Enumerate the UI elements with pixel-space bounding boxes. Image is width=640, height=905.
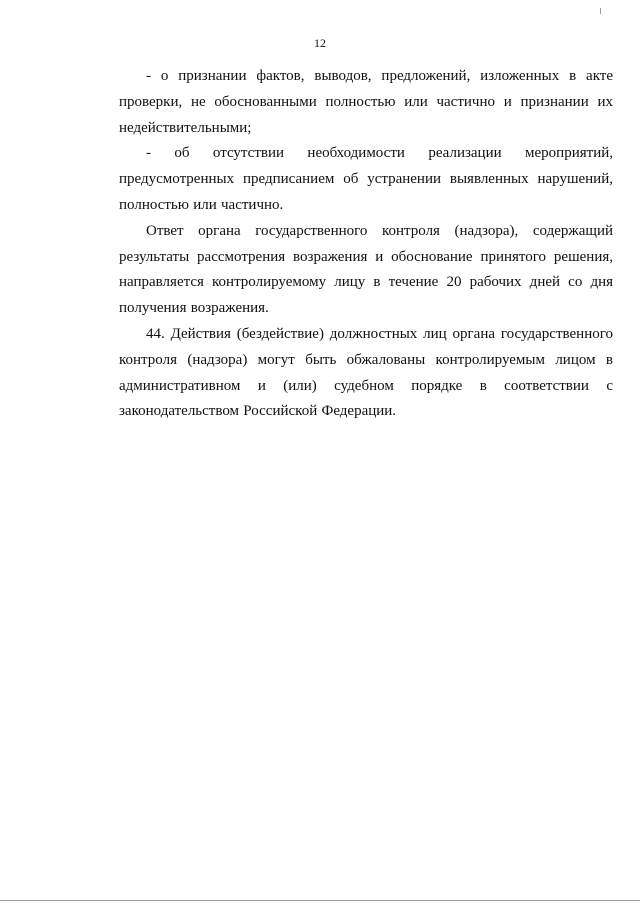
page-number: 12: [314, 36, 326, 50]
paragraph-appeal-article-44: 44. Действия (бездействие) должностных лиц органа государственного контроля (надзора) могут быть обжалованы контролируемым лицом в административном и (или) судебном порядке в соответствии с законодательством Российской Федерации.: [119, 325, 613, 420]
paragraph-response-deadline: Ответ органа государственного контроля (надзора), содержащий результаты рассмотрения возражения и обоснование принятого решения, направляется контролируемому лицу в течение 20 рабочих дней со дня получения возражения.: [119, 222, 613, 317]
document-body: [119, 64, 613, 425]
scan-mark: [600, 8, 601, 14]
paragraph-no-necessity-clause: - об отсутствии необходимости реализации мероприятий, предусмотренных предписанием об устранении выявленных нарушений, полностью или частично.: [119, 145, 613, 213]
page-bottom-edge: [0, 900, 640, 901]
paragraph-recognition-clause: - о признании фактов, выводов, предложений, изложенных в акте проверки, не обоснованными полностью или частично и признании их недействительными;: [119, 68, 613, 136]
